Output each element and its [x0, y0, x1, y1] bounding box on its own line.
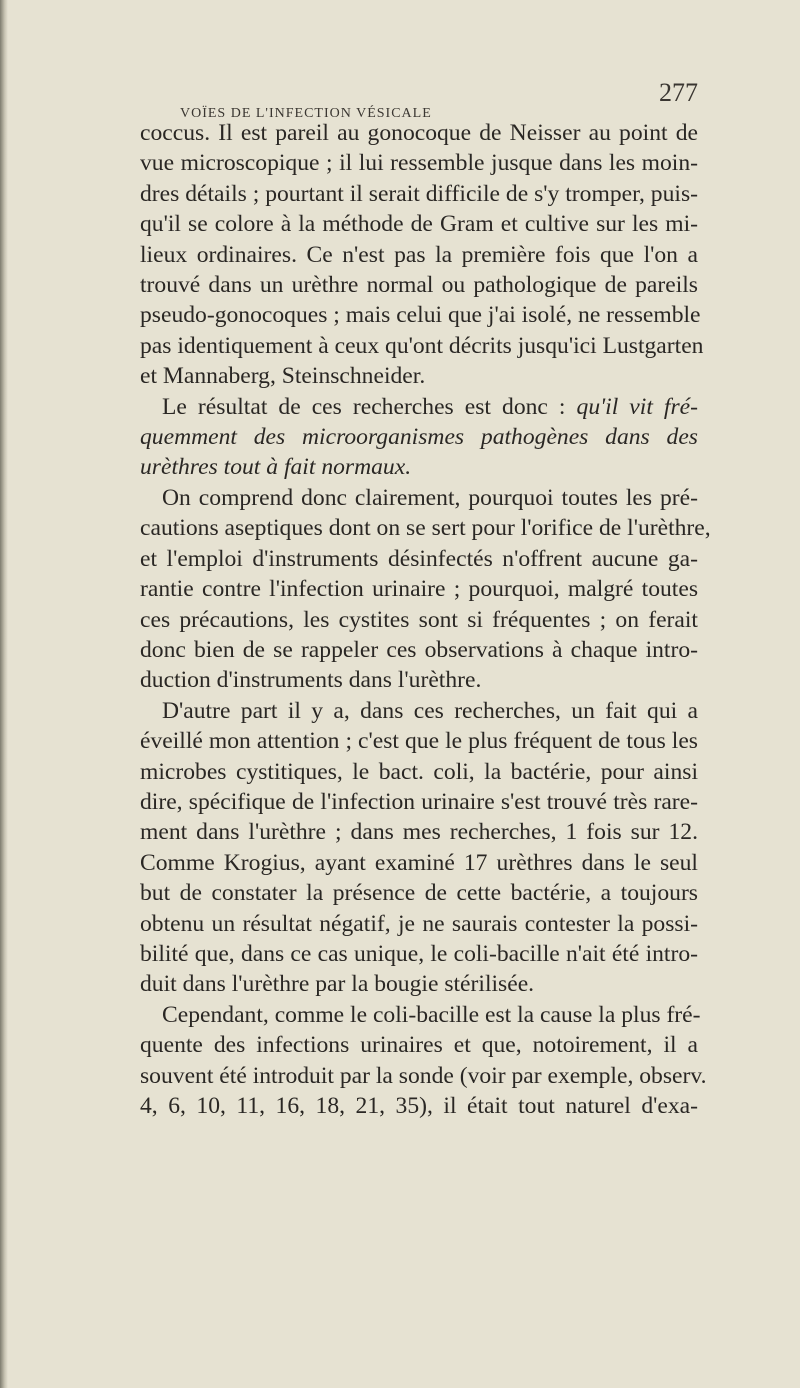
text-line: obtenu un résultat négatif, je ne saurais contester la possi-	[140, 910, 698, 937]
page-edge-shadow	[0, 0, 8, 1388]
text-line: microbes cystitiques, le bact. coli, la bactérie, pour ainsi	[140, 758, 698, 785]
book-page	[140, 78, 711, 1121]
text-line-italic: quemment des microorganismes pathogènes dans des	[140, 424, 698, 451]
text-line: coccus. Il est pareil au gonocoque de Neisser au point de	[140, 120, 698, 146]
text-line-italic: urèthres tout à fait normaux.	[140, 454, 412, 481]
text-line: lieux ordinaires. Ce n'est pas la première fois que l'on a	[140, 241, 698, 268]
text-line: Comme Krogius, ayant examiné 17 urèthres dans le seul	[140, 849, 698, 876]
text-line: qu'il se colore à la méthode de Gram et cultive sur les mi-	[140, 211, 698, 238]
text-line	[140, 392, 698, 422]
text-segment: Le résultat de ces recherches est donc :	[162, 393, 577, 420]
text-line: On comprend donc clairement, pourquoi toutes les pré-	[162, 484, 698, 511]
italic-segment: qu'il vit fré-	[576, 393, 698, 420]
text-line: trouvé dans un urèthre normal ou pathologique de pareils	[140, 272, 698, 299]
text-line: cautions aseptiques dont on se sert pour l'orifice de l'urèthre,	[140, 515, 711, 542]
page-number: 277	[659, 78, 698, 107]
text-line: donc bien de se rappeler ces observations à chaque intro-	[140, 636, 698, 663]
text-line: dres détails ; pourtant il serait difficile de s'y tromper, puis-	[140, 180, 698, 207]
text-line: pas identiquement à ceux qu'ont décrits jusqu'ici Lustgarten	[140, 332, 704, 359]
text-line: ment dans l'urèthre ; dans mes recherches, 1 fois sur 12.	[140, 819, 698, 846]
text-line: duit dans l'urèthre par la bougie stérilisée.	[140, 971, 535, 998]
text-line: pseudo-gonocoques ; mais celui que j'ai isolé, ne ressemble	[140, 302, 701, 329]
text-line: D'autre part il y a, dans ces recherches, un fait qui a	[162, 697, 698, 724]
text-line: dire, spécifique de l'infection urinaire s'est trouvé très rare-	[140, 788, 698, 815]
text-line: souvent été introduit par la sonde (voir par exemple, observ.	[140, 1062, 707, 1089]
text-line: bilité que, dans ce cas unique, le coli-bacille n'ait été intro-	[140, 940, 698, 967]
text-line: et l'emploi d'instruments désinfectés n'offrent aucune ga-	[140, 545, 698, 572]
text-line: quente des infections urinaires et que, notoirement, il a	[140, 1032, 698, 1059]
page-header	[140, 78, 698, 121]
text-line: Cependant, comme le coli-bacille est la cause la plus fré-	[162, 1001, 701, 1028]
body-text	[140, 118, 711, 1121]
text-line: ces précautions, les cystites sont si fréquentes ; on ferait	[140, 606, 698, 633]
text-line: duction d'instruments dans l'urèthre.	[140, 667, 482, 694]
text-line: 4, 6, 10, 11, 16, 18, 21, 35), il était tout naturel d'exa-	[140, 1093, 698, 1119]
running-head: VOÏES DE L'INFECTION VÉSICALE	[180, 106, 432, 121]
text-line: éveillé mon attention ; c'est que le plus fréquent de tous les	[140, 728, 698, 755]
text-line: but de constater la présence de cette bactérie, a toujours	[140, 880, 698, 907]
text-line: et Mannaberg, Steinschneider.	[140, 363, 426, 390]
text-line: rantie contre l'infection urinaire ; pourquoi, malgré toutes	[140, 576, 698, 603]
text-line: vue microscopique ; il lui ressemble jusque dans les moin-	[140, 150, 698, 177]
